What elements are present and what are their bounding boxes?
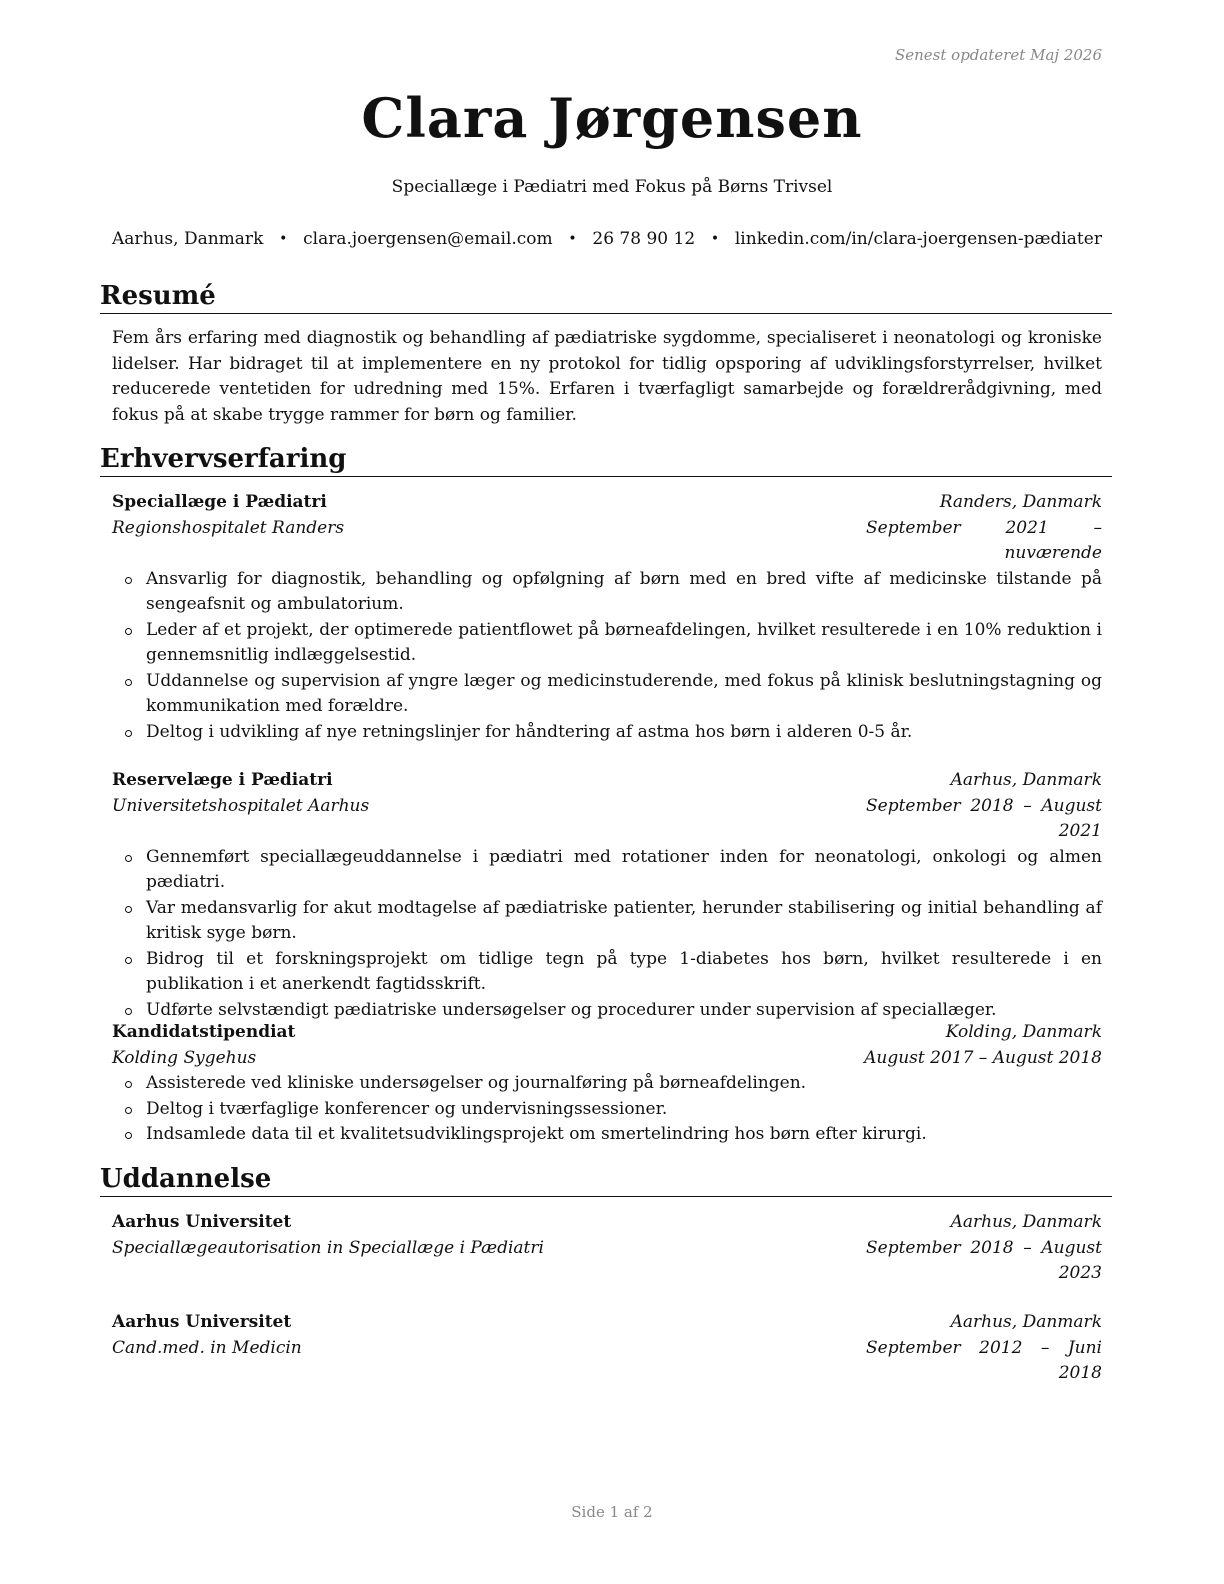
section-title-education: Uddannelse (100, 1163, 1112, 1197)
education-dates: September 2018 – August 2023 (866, 1237, 1102, 1283)
job-organization: Kolding Sygehus (112, 1047, 257, 1068)
education-entry (112, 1310, 1102, 1387)
job-bullet-list (112, 567, 1102, 746)
contact-email[interactable]: clara.joergensen@email.com (303, 229, 553, 249)
list-item: Bidrog til et forskningsprojekt om tidlige tegn på type 1-diabetes hos børn, hvilket resulterede i en publikation i et anerkendt fagtidsskrift. (112, 947, 1102, 998)
education-location: Aarhus, Danmark (950, 1312, 1102, 1332)
education-degree: Speciallægeautorisation in Speciallæge i Pædiatri (112, 1237, 544, 1258)
education-dates: September 2012 – Juni 2018 (866, 1337, 1102, 1383)
contact-linkedin[interactable]: linkedin.com/in/clara-joergensen-pædiater (734, 229, 1102, 249)
job-location: Kolding, Danmark (945, 1022, 1102, 1042)
list-item: Indsamlede data til et kvalitetsudviklingsprojekt om smertelindring hos børn efter kirurgi. (112, 1122, 1102, 1148)
experience-entry (112, 490, 1102, 745)
experience-entry (112, 1020, 1102, 1148)
candidate-subtitle: Speciallæge i Pædiatri med Fokus på Børns Trivsel (391, 177, 833, 197)
last-updated: Senest opdateret Maj 2026 (894, 46, 1102, 64)
list-item: Udførte selvstændigt pædiatriske undersøgelser og procedurer under supervision af speciallæger. (112, 998, 1102, 1024)
section-title-experience: Erhvervserfaring (100, 443, 1112, 477)
list-item: Gennemført speciallægeuddannelse i pædiatri med rotationer inden for neonatologi, onkologi og almen pædiatri. (112, 845, 1102, 896)
list-item: Var medansvarlig for akut modtagelse af pædiatriske patienter, herunder stabilisering og initial behandling af kritisk syge børn. (112, 896, 1102, 947)
contact-line (112, 229, 1102, 249)
education-location: Aarhus, Danmark (950, 1212, 1102, 1232)
education-school: Aarhus Universitet (112, 1312, 292, 1332)
education-entry (112, 1210, 1102, 1287)
contact-location: Aarhus, Danmark (112, 229, 264, 249)
job-dates: September 2021 – nuværende (866, 517, 1102, 563)
job-organization: Regionshospitalet Randers (112, 517, 345, 538)
job-role: Kandidatstipendiat (112, 1022, 296, 1042)
page-number: Side 1 af 2 (571, 1503, 653, 1521)
job-role: Speciallæge i Pædiatri (112, 492, 327, 512)
candidate-name: Clara Jørgensen (361, 86, 863, 150)
list-item: Assisterede ved kliniske undersøgelser og journalføring på børneafdelingen. (112, 1071, 1102, 1097)
bullet-separator-icon: • (710, 231, 720, 247)
section-title-summary: Resumé (100, 280, 1112, 314)
bullet-separator-icon: • (279, 231, 288, 247)
list-item: Ansvarlig for diagnostik, behandling og opfølgning af børn med en bred vifte af medicinske tilstande på sengeafsnit og ambulatorium. (112, 567, 1102, 618)
contact-phone[interactable]: 26 78 90 12 (592, 229, 696, 249)
job-role: Reservelæge i Pædiatri (112, 770, 333, 790)
list-item: Leder af et projekt, der optimerede patientflowet på børneafdelingen, hvilket resulterede i en 10% reduktion i gennemsnitlig indlæggelsestid. (112, 618, 1102, 669)
job-location: Randers, Danmark (939, 492, 1102, 512)
education-degree: Cand.med. in Medicin (112, 1337, 302, 1358)
job-dates: September 2018 – August 2021 (866, 795, 1102, 841)
job-bullet-list (112, 1071, 1102, 1148)
job-organization: Universitetshospitalet Aarhus (112, 795, 370, 816)
job-bullet-list (112, 845, 1102, 1024)
experience-entry (112, 768, 1102, 1023)
education-school: Aarhus Universitet (112, 1212, 292, 1232)
list-item: Deltog i udvikling af nye retningslinjer for håndtering af astma hos børn i alderen 0-5 år. (112, 720, 1102, 746)
job-location: Aarhus, Danmark (950, 770, 1102, 790)
list-item: Deltog i tværfaglige konferencer og undervisningssessioner. (112, 1097, 1102, 1123)
summary-text: Fem års erfaring med diagnostik og behandling af pædiatriske sygdomme, specialiseret i neonatologi og kroniske lidelser. Har bidraget til at implementere en ny protokol for tidlig opsporing af udviklingsforstyrrelser, hvilket reducerede ventetiden for udredning med 15%. Erfaren i tværfagligt samarbejde og forældrerådgivning, med fokus på at skabe trygge rammer for børn og familier. (112, 328, 1102, 425)
job-dates: August 2017 – August 2018 (864, 1047, 1102, 1068)
list-item: Uddannelse og supervision af yngre læger og medicinstuderende, med fokus på klinisk beslutningstagning og kommunikation med forældre. (112, 669, 1102, 720)
bullet-separator-icon: • (568, 231, 577, 247)
